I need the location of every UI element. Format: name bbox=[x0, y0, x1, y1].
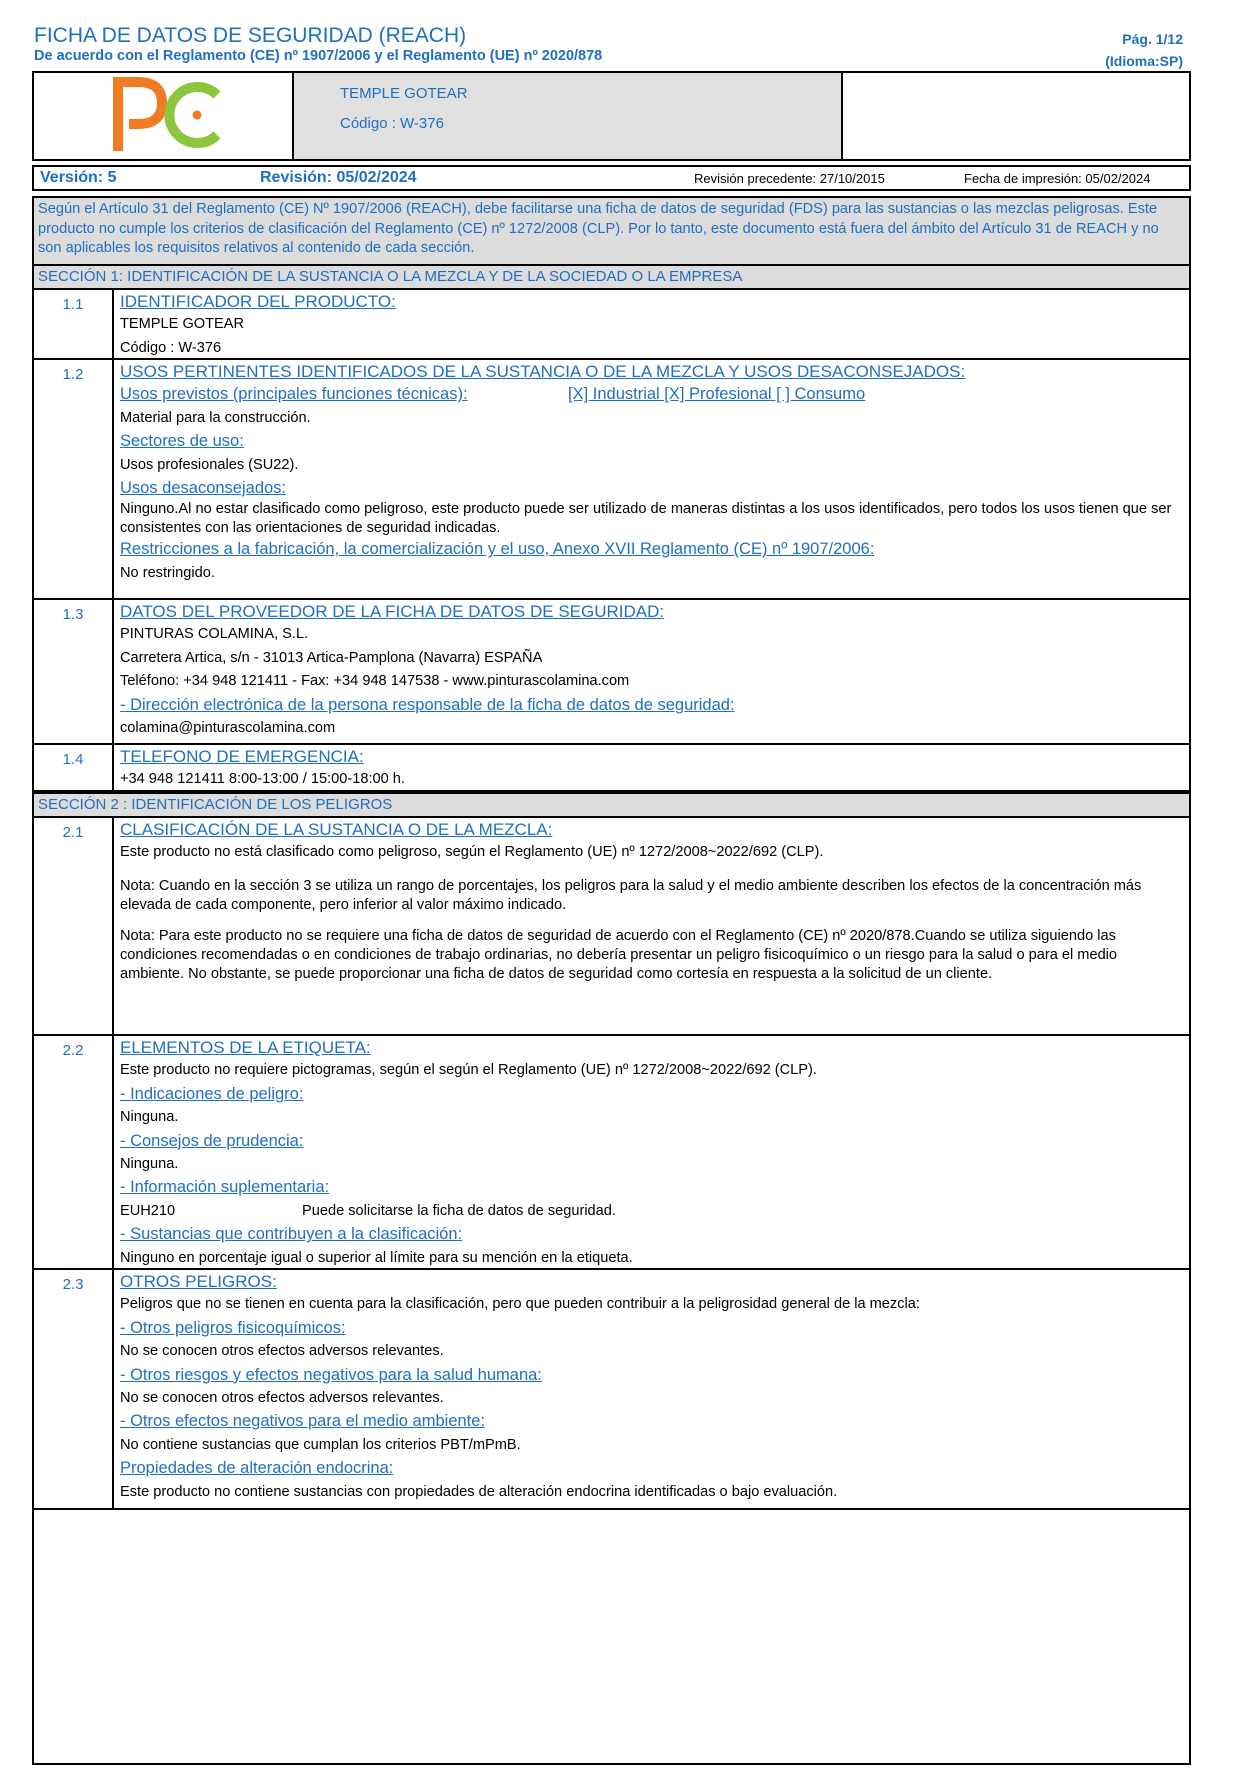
physchem-label: - Otros peligros fisicoquímicos: bbox=[120, 1318, 346, 1337]
subsection-number: 2.3 bbox=[34, 1270, 114, 1508]
disadvised-text: Ninguno.Al no estar clasificado como peligroso, este producto puede ser utilizado de maneras distintas a los usos identificados, pero todos los usos tienen que ser consistentes con las orientaciones de seguridad indicadas. bbox=[120, 501, 1172, 537]
subsection-2-2 bbox=[32, 1036, 1191, 1270]
intro-notice: Según el Artículo 31 del Reglamento (CE) Nº 1907/2006 (REACH), debe facilitarse una ficha de datos de seguridad (FDS) para las sustancias o las mezclas peligrosas. Este producto no cumple los criterios de clasificación del Reglamento (CE) nº 1272/2008 (CLP). Por lo tanto, este documento está fuera del ámbito del Artículo 31 de REACH y no son aplicables los requisitos relativos al contenido de cada sección. bbox=[32, 196, 1191, 266]
prudence-label: - Consejos de prudencia: bbox=[120, 1131, 304, 1150]
subsection-1-4 bbox=[32, 745, 1191, 792]
subsection-heading: DATOS DEL PROVEEDOR DE LA FICHA DE DATOS DE SEGURIDAD: bbox=[120, 602, 665, 621]
supplier-phone: Teléfono: +34 948 121411 - Fax: +34 948 147538 - www.pinturascolamina.com bbox=[120, 673, 630, 690]
empty-page-area bbox=[32, 1510, 1191, 1765]
supplier-email: colamina@pinturascolamina.com bbox=[120, 720, 336, 737]
physchem-text: No se conocen otros efectos adversos relevantes. bbox=[120, 1343, 444, 1360]
version-row bbox=[32, 165, 1191, 191]
contributing-label: - Sustancias que contribuyen a la clasificación: bbox=[120, 1225, 463, 1244]
subsection-number: 1.4 bbox=[34, 745, 114, 790]
endocrine-text: Este producto no contiene sustancias con propiedades de alteración endocrina identificadas o bajo evaluación. bbox=[120, 1483, 838, 1500]
supplementary-text: Puede solicitarse la ficha de datos de seguridad. bbox=[302, 1202, 616, 1219]
environment-label: - Otros efectos negativos para el medio ambiente: bbox=[120, 1412, 486, 1431]
subsection-number: 1.2 bbox=[34, 360, 114, 598]
subsection-heading: TELEFONO DE EMERGENCIA: bbox=[120, 747, 364, 766]
product-name-cell bbox=[294, 73, 843, 159]
version: Versión: 5 bbox=[40, 169, 117, 186]
uses-label: Usos previstos (principales funciones técnicas): bbox=[120, 385, 468, 404]
product-identifier-code: Código : W-376 bbox=[120, 339, 222, 356]
subsection-1-1 bbox=[32, 290, 1191, 360]
page-info bbox=[1105, 28, 1183, 72]
environment-text: No contiene sustancias que cumplan los criterios PBT/mPmB. bbox=[120, 1436, 521, 1453]
section-2-header: SECCIÓN 2 : IDENTIFICACIÓN DE LOS PELIGROS bbox=[32, 792, 1191, 818]
product-name: TEMPLE GOTEAR bbox=[340, 85, 468, 102]
subsection-number: 1.3 bbox=[34, 600, 114, 743]
subsection-heading: IDENTIFICADOR DEL PRODUCTO: bbox=[120, 292, 396, 311]
health-text: No se conocen otros efectos adversos relevantes. bbox=[120, 1390, 444, 1407]
page-number: Pág. 1/12 bbox=[1122, 31, 1183, 47]
pictograms-text: Este producto no requiere pictogramas, según el según el Reglamento (UE) nº 1272/2008~2022/692 (CLP). bbox=[120, 1062, 817, 1079]
classification-text: Este producto no está clasificado como peligroso, según el Reglamento (UE) nº 1272/2008~2022/692 (CLP). bbox=[120, 844, 824, 861]
prudence-text: Ninguna. bbox=[120, 1156, 179, 1173]
contributing-text: Ninguno en porcentaje igual o superior al límite para su mención en la etiqueta. bbox=[120, 1249, 633, 1266]
emergency-phone: +34 948 121411 8:00-13:00 / 15:00-18:00 h. bbox=[120, 771, 405, 788]
print-date: Fecha de impresión: 05/02/2024 bbox=[964, 171, 1151, 186]
subsection-1-3 bbox=[32, 600, 1191, 745]
document-subtitle: De acuerdo con el Reglamento (CE) nº 1907/2006 y el Reglamento (UE) nº 2020/878 bbox=[34, 48, 603, 64]
supplementary-label: - Información suplementaria: bbox=[120, 1178, 330, 1197]
sectors-text: Usos profesionales (SU22). bbox=[120, 456, 299, 473]
restrictions-text: No restringido. bbox=[120, 564, 215, 581]
supplier-address: Carretera Artica, s/n - 31013 Artica-Pamplona (Navarra) ESPAÑA bbox=[120, 649, 543, 666]
endocrine-label: Propiedades de alteración endocrina: bbox=[120, 1459, 394, 1478]
subsection-2-3 bbox=[32, 1270, 1191, 1510]
subsection-number: 2.1 bbox=[34, 818, 114, 1034]
disadvised-label: Usos desaconsejados: bbox=[120, 479, 287, 498]
revision: Revisión: 05/02/2024 bbox=[260, 169, 417, 186]
subsection-heading: ELEMENTOS DE LA ETIQUETA: bbox=[120, 1038, 371, 1057]
uses-text: Material para la construcción. bbox=[120, 409, 311, 426]
email-label: - Dirección electrónica de la persona responsable de la ficha de datos de seguridad: bbox=[120, 695, 735, 714]
health-label: - Otros riesgos y efectos negativos para la salud humana: bbox=[120, 1365, 542, 1384]
supplier-company: PINTURAS COLAMINA, S.L. bbox=[120, 626, 309, 643]
section-1-header: SECCIÓN 1: IDENTIFICACIÓN DE LA SUSTANCIA O LA MEZCLA Y DE LA SOCIEDAD O LA EMPRESA bbox=[32, 264, 1191, 290]
product-identifier-name: TEMPLE GOTEAR bbox=[120, 316, 245, 333]
subsection-number: 1.1 bbox=[34, 290, 114, 358]
previous-revision: Revisión precedente: 27/10/2015 bbox=[694, 171, 885, 186]
logo-cell bbox=[34, 73, 294, 159]
note-2: Nota: Para este producto no se requiere una ficha de datos de seguridad de acuerdo con el Reglamento (CE) nº 2020/878.Cuando se utiliza siguiendo las condiciones recomendadas o en condiciones de trabajo ordinarias, no debería presentar un peligro fisicoquímico o un riesgo para la salud o para el medio ambiente. No obstante, se puede proporcionar una ficha de datos de seguridad como cortesía en respuesta a la solicitud de un cliente. bbox=[120, 927, 1118, 982]
hazard-text: Ninguna. bbox=[120, 1109, 179, 1126]
subsection-2-1 bbox=[32, 818, 1191, 1036]
colamina-pc-logo-icon bbox=[34, 73, 292, 159]
supplementary-code: EUH210 bbox=[120, 1202, 176, 1219]
subsection-1-2 bbox=[32, 360, 1191, 600]
restrictions-label: Restricciones a la fabricación, la comercialización y el uso, Anexo XVII Reglamento (CE) nº 1907/2006: bbox=[120, 540, 875, 559]
other-hazards-text: Peligros que no se tienen en cuenta para la clasificación, pero que pueden contribuir a la peligrosidad general de la mezcla: bbox=[120, 1296, 920, 1313]
product-box bbox=[32, 71, 1191, 161]
hazard-label: - Indicaciones de peligro: bbox=[120, 1084, 304, 1103]
subsection-heading: OTROS PELIGROS: bbox=[120, 1272, 277, 1291]
sectors-label: Sectores de uso: bbox=[120, 432, 244, 451]
subsection-heading: CLASIFICACIÓN DE LA SUSTANCIA O DE LA MEZCLA: bbox=[120, 820, 553, 839]
language: (Idioma:SP) bbox=[1105, 53, 1183, 69]
subsection-number: 2.2 bbox=[34, 1036, 114, 1268]
subsection-heading: USOS PERTINENTES IDENTIFICADOS DE LA SUSTANCIA O DE LA MEZCLA Y USOS DESACONSEJADOS: bbox=[120, 362, 966, 381]
document-title: FICHA DE DATOS DE SEGURIDAD (REACH) bbox=[34, 24, 467, 47]
product-code: Código : W-376 bbox=[340, 115, 444, 132]
note-1: Nota: Cuando en la sección 3 se utiliza un rango de porcentajes, los peligros para la salud y el medio ambiente describen los efectos de la concentración más elevada de cada componente, pero inferior al valor máximo indicado. bbox=[120, 877, 1142, 913]
uses-options: [X] Industrial [X] Profesional [ ] Consumo bbox=[568, 385, 866, 404]
